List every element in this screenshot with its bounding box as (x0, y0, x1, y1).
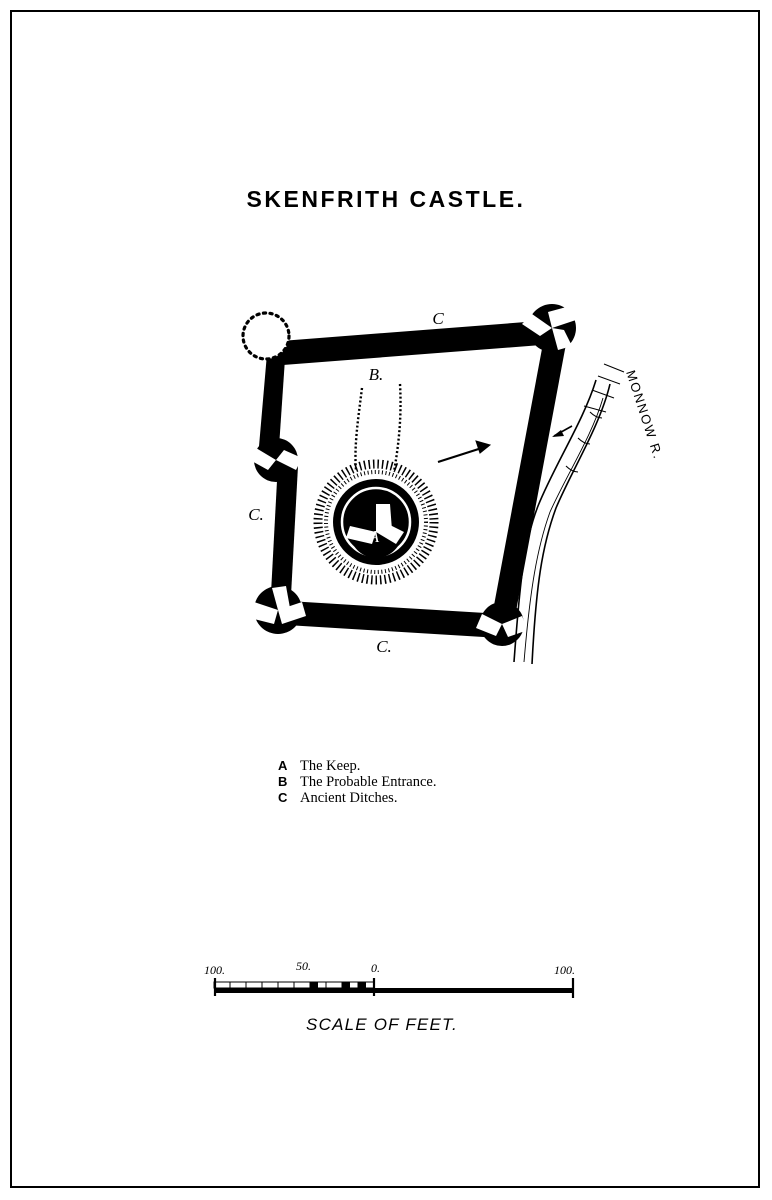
legend-key-c: C (278, 790, 288, 805)
keep-label: A (368, 527, 380, 546)
ditch-label-south: C. (376, 637, 392, 656)
scale-caption: SCALE OF FEET. (306, 1015, 458, 1034)
scale-bar-svg (186, 952, 606, 1042)
scale-tick-left: 100. (204, 963, 225, 977)
keep-structure (318, 464, 434, 580)
scale-tick-right: 100. (554, 963, 575, 977)
wall-north (268, 320, 554, 366)
page-title: SKENFRITH CASTLE. (246, 186, 526, 212)
probable-entrance-path (355, 384, 400, 472)
tower-northwest-dotted (243, 313, 289, 359)
legend-text-a: The Keep. (300, 758, 361, 774)
scale-bar (186, 952, 606, 1042)
scale-rule (214, 988, 574, 993)
legend-item-b (278, 774, 598, 790)
wall-east (492, 338, 566, 622)
legend-item-a (278, 758, 598, 774)
river-flow-arrow-icon (552, 426, 572, 437)
scale-graduations (214, 982, 374, 988)
scale-tick-origin: 0. (371, 961, 380, 975)
entrance-label: B. (368, 365, 384, 384)
legend (278, 758, 598, 806)
direction-arrow-icon (438, 441, 490, 462)
legend-key-a: A (278, 758, 288, 773)
legend-item-c (278, 790, 598, 806)
legend-text-b: The Probable Entrance. (300, 774, 437, 790)
ditch-label-north: C (432, 309, 444, 328)
scale-tick-mid: 50. (296, 959, 311, 973)
legend-text-c: Ancient Ditches. (300, 790, 398, 806)
river-label: MONNOW R. (623, 368, 667, 462)
tower-southeast (476, 602, 528, 646)
tower-southwest (250, 586, 306, 634)
castle-plan-svg (180, 280, 680, 700)
ditch-label-west: C. (248, 505, 264, 524)
legend-key-b: B (278, 774, 288, 789)
castle-plan (180, 280, 680, 700)
wall-south (270, 600, 502, 638)
